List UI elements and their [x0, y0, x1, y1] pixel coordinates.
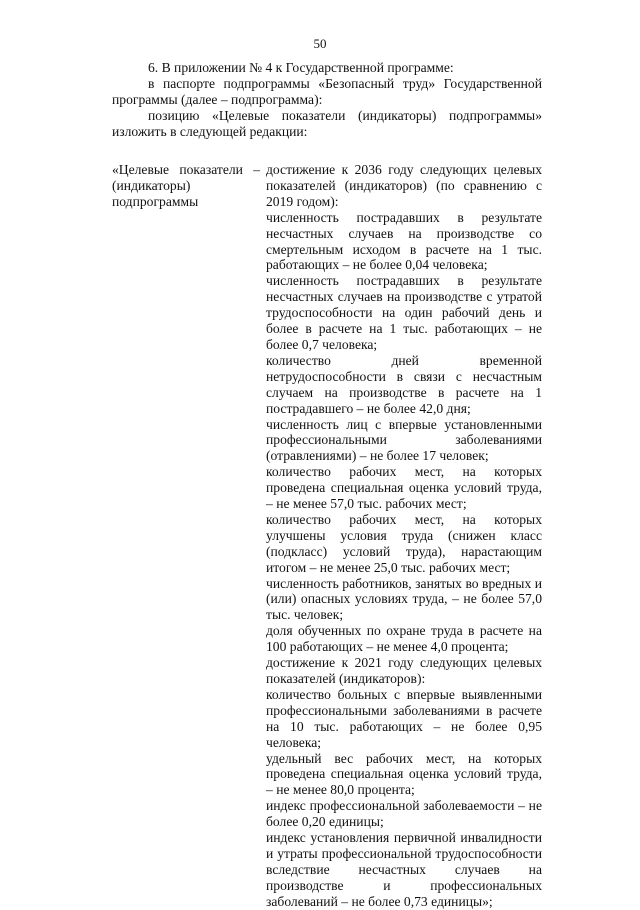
- table-left-column: [112, 162, 260, 210]
- intro-section: [112, 60, 542, 140]
- indicator-item: количество дней временной нетрудоспособности в связи с несчастным случаем на производстве в расчете на 1 пострадавшего – не более 42,0 дня;: [266, 352, 542, 416]
- indicator-item: доля обученных по охране труда в расчете на 100 работающих – не менее 4,0 процента;: [266, 623, 542, 655]
- indicator-item: достижение к 2021 году следующих целевых показателей (индикаторов):: [266, 655, 542, 686]
- indicator-item: численность пострадавших в результате несчастных случаев на производстве со смертельным исходом в расчете на 1 тыс. работающих – не более 0,04 человека;: [266, 209, 542, 273]
- page-number: 50: [313, 36, 327, 51]
- indicator-item: достижение к 2036 году следующих целевых показателей (индикаторов) (по сравнению с 2019 годом):: [266, 162, 542, 209]
- indicator-item: количество рабочих мест, на которых улучшены условия труда (снижен класс (подкласс) условий труда), нарастающим итогом – не менее 25,0 тыс. рабочих мест;: [266, 511, 542, 575]
- indicator-item: индекс установления первичной инвалидности и утраты профессиональной трудоспособности вследствие несчастных случаев на производстве и профессиональных заболеваний – не более 0,73 единицы»;: [266, 830, 542, 909]
- indicator-item: удельный вес рабочих мест, на которых проведена специальная оценка условий труда, – не менее 80,0 процента;: [266, 750, 542, 798]
- indicator-item: численность работников, занятых во вредных и (или) опасных условиях труда, – не более 57,0 тыс. человек;: [266, 575, 542, 623]
- indicator-item: индекс профессиональной заболеваемости – не более 0,20 единицы;: [266, 798, 542, 830]
- indicator-item: количество больных с впервые выявленными профессиональными заболеваниями в расчете на 10 тыс. работающих – не более 0,95 человека;: [266, 686, 542, 750]
- intro-paragraph: 6. В приложении № 4 к Государственной программе:: [148, 60, 454, 75]
- indicator-item: количество рабочих мест, на которых проведена специальная оценка условий труда, – не менее 57,0 тыс. рабочих мест;: [266, 464, 542, 512]
- indicator-item: численность лиц с впервые установленными профессиональными заболеваниями (отравлениями) – не более 17 человек;: [266, 416, 542, 464]
- indicator-item: численность пострадавших в результате несчастных случаев на производстве с утратой трудоспособности на один рабочий день и более в расчете на 1 тыс. работающих – не более 0,7 человека;: [266, 273, 542, 352]
- indicators-label: «Целевые показатели – (индикаторы) подпрограммы: [112, 162, 260, 209]
- intro-paragraph: позицию «Целевые показатели (индикаторы) подпрограммы» изложить в следующей редакции:: [112, 108, 542, 139]
- table-right-column: [266, 162, 542, 910]
- intro-paragraph: в паспорте подпрограммы «Безопасный труд» Государственной программы (далее – подпрограмма):: [112, 76, 542, 107]
